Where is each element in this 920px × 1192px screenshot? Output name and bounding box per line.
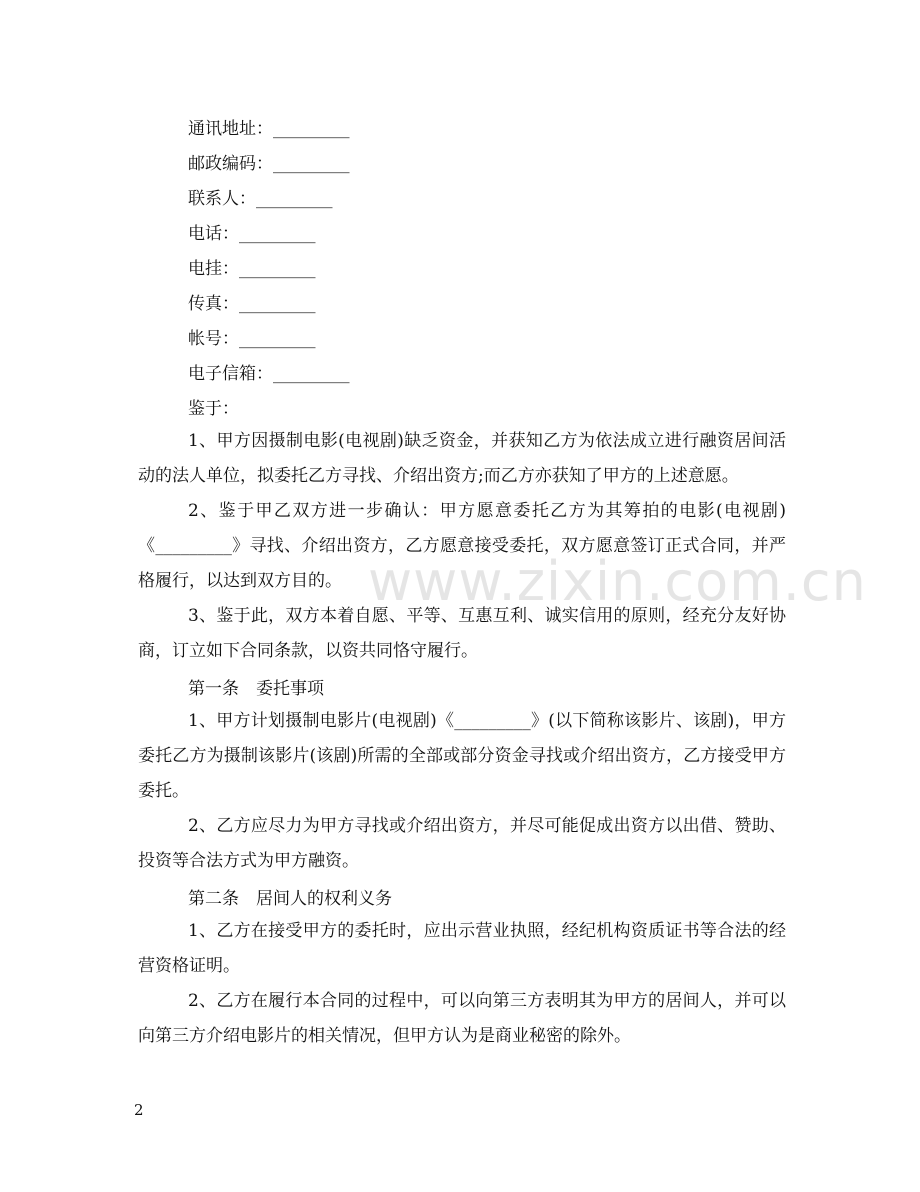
field-label: 电话： — [188, 224, 239, 244]
article-2-heading: 第二条 居间人的权利义务 — [188, 889, 392, 909]
field-blank: _________ — [273, 154, 350, 174]
contact-field-contact-person — [188, 188, 333, 210]
field-label: 联系人： — [188, 189, 256, 209]
field-blank: _________ — [273, 119, 350, 139]
field-blank: _________ — [239, 294, 316, 314]
article-2-item-2: 2、乙方在履行本合同的过程中，可以向第三方表明其为甲方的居间人，并可以向第三方介绍电影片的相关情况，但甲方认为是商业秘密的除外。 — [138, 991, 786, 1046]
field-label: 邮政编码： — [188, 154, 273, 174]
field-blank: _________ — [239, 329, 316, 349]
page-number: 2 — [134, 1101, 144, 1119]
field-label: 通讯地址： — [188, 119, 273, 139]
contact-field-email — [188, 363, 350, 385]
field-label: 传真： — [188, 294, 239, 314]
article-1-item-1: 1、甲方计划摄制电影片(电视剧)《_________》(以下简称该影片、该剧)，甲方委托乙方为摄制该影片(该剧)所需的全部或部分资金寻找或介绍出资方，乙方接受甲方委托。 — [138, 711, 786, 801]
article-1-heading: 第一条 委托事项 — [188, 679, 324, 699]
contact-field-fax — [188, 293, 316, 315]
field-blank: _________ — [239, 259, 316, 279]
field-label: 电挂： — [188, 259, 239, 279]
field-blank: _________ — [256, 189, 333, 209]
contact-field-account — [188, 328, 316, 350]
field-label: 帐号： — [188, 329, 239, 349]
article-2-item-1: 1、乙方在接受甲方的委托时，应出示营业执照，经纪机构资质证书等合法的经营资格证明。 — [138, 921, 786, 976]
contact-field-phone — [188, 223, 316, 245]
whereas-paragraph-1: 1、甲方因摄制电影(电视剧)缺乏资金，并获知乙方为依法成立进行融资居间活动的法人单位，拟委托乙方寻找、介绍出资方;而乙方亦获知了甲方的上述意愿。 — [138, 431, 786, 486]
contact-field-address — [188, 118, 350, 140]
contact-field-postcode — [188, 153, 350, 175]
article-1-item-2: 2、乙方应尽力为甲方寻找或介绍出资方，并尽可能促成出资方以出借、赞助、投资等合法方式为甲方融资。 — [138, 816, 786, 871]
field-label: 电子信箱： — [188, 364, 273, 384]
whereas-paragraph-2: 2、鉴于甲乙双方进一步确认：甲方愿意委托乙方为其筹拍的电影(电视剧)《_________》寻找、介绍出资方，乙方愿意接受委托，双方愿意签订正式合同，并严格履行，以达到双方目的。 — [138, 501, 786, 591]
field-blank: _________ — [239, 224, 316, 244]
whereas-paragraph-3: 3、鉴于此，双方本着自愿、平等、互惠互利、诚实信用的原则，经充分友好协商，订立如下合同条款，以资共同恪守履行。 — [138, 606, 786, 661]
whereas-label: 鉴于： — [188, 399, 239, 419]
contact-field-telegraph — [188, 258, 316, 280]
field-blank: _________ — [273, 364, 350, 384]
watermark: www.zixin.com.cn — [368, 550, 867, 613]
